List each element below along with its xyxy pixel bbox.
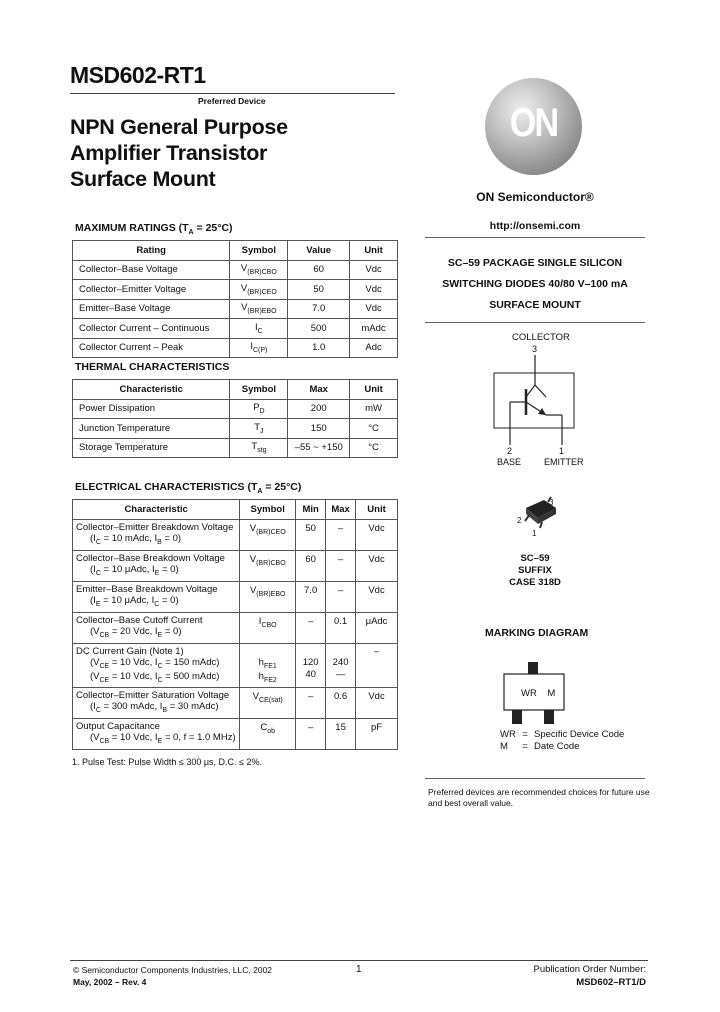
sc59-package-icon <box>520 494 560 530</box>
col-rating: Rating <box>73 241 230 261</box>
right-rule-2 <box>425 322 645 323</box>
header-rule <box>70 93 395 94</box>
table-row: Collector–Base Cutoff Current ($V_{CB} = 20$ Vdc, $I_E = 0$) $I_{CBO}$ – 0.1 μAdc <box>73 612 398 643</box>
col-unit: Unit <box>350 380 398 400</box>
table-row: Collector–Base Voltage $V_{(BR)CBO}$ 60 Vdc <box>73 260 398 280</box>
max-ratings-title: MAXIMUM RATINGS $(T_A = 25^\circ C)$ <box>75 222 233 237</box>
footer-rule <box>70 960 648 961</box>
table-header-row <box>73 241 398 261</box>
company-url[interactable]: http://onsemi.com <box>489 220 581 232</box>
table-row: Output Capacitance ($V_{CB} = 10$ Vdc, $I_E = 0$, f = 1.0 MHz) $C_{ob}$ – 15 pF <box>73 718 398 749</box>
electrical-table <box>72 499 398 750</box>
package-pin1: 1 <box>532 529 537 538</box>
pin3-label: 3 <box>532 344 538 354</box>
legend-row-m: M = Date Code <box>500 741 580 752</box>
company-name: ON Semiconductor® <box>476 190 594 204</box>
package-suffix: SUFFIX <box>518 565 552 576</box>
pin2-label: 2 <box>507 446 513 456</box>
col-characteristic: Characteristic <box>73 380 230 400</box>
logo-text: ON <box>509 101 558 145</box>
table-header-row <box>73 500 398 520</box>
marking-diagram-title: MARKING DIAGRAM <box>485 627 589 639</box>
package-pin3: 3 <box>549 498 554 507</box>
footer-date: May, 2002 – Rev. 4 <box>73 977 147 987</box>
table-row: Collector–Emitter Saturation Voltage ($I_C = 300$ mAdc, $I_B = 30$ mAdc) $V_{CE(sat)}$ – 0.6 Vdc <box>73 687 398 718</box>
package-name: SC–59 <box>520 553 550 564</box>
title-line-3: Surface Mount <box>70 167 216 191</box>
table-row: Collector–Base Breakdown Voltage ($I_C = 10$ μAdc, $I_E = 0$) $V_{(BR)CBO}$ 60 – Vdc <box>73 550 398 581</box>
document-title <box>70 114 288 192</box>
pulse-test-note: 1. Pulse Test: Pulse Width ≤ 300 μs, D.C. ≤ 2%. <box>72 757 262 767</box>
table-row: DC Current Gain (Note 1) ($V_{CE} = 10$ Vdc, $I_C = 150$ mAdc) ($V_{CE} = 10$ Vdc, $I_C = 500$ mAdc) $h_{FE1}$ $h_{FE2}$ 120 40 240 — – <box>73 643 398 687</box>
preferred-note: Preferred devices are recommended choices for future use and best overall value. <box>428 787 650 808</box>
col-min: Min <box>296 500 326 520</box>
package-desc-line-2: SWITCHING DIODES 40/80 V–100 mA <box>442 278 628 290</box>
footer-page: 1 <box>356 964 362 975</box>
collector-label: COLLECTOR <box>512 332 570 343</box>
table-row: Storage Temperature $T_{stg}$ –55 ~ +150 °C <box>73 438 398 458</box>
package-description <box>425 253 645 316</box>
thermal-table <box>72 379 398 458</box>
col-symbol: Symbol <box>230 380 288 400</box>
table-row: Collector–Emitter Breakdown Voltage ($I_C = 10$ mAdc, $I_B = 0$) $V_{(BR)CEO}$ 50 – Vdc <box>73 519 398 550</box>
pin1-label: 1 <box>559 446 565 456</box>
footer-copyright: © Semiconductor Components Industries, LLC, 2002 <box>73 965 273 975</box>
electrical-title: ELECTRICAL CHARACTERISTICS $(T_A = 25^\circ C)$ <box>75 481 302 496</box>
col-max: Max <box>326 500 356 520</box>
package-desc-line-1: SC–59 PACKAGE SINGLE SILICON <box>447 257 623 269</box>
right-rule-3 <box>425 778 645 779</box>
footer-order-label: Publication Order Number: <box>533 964 646 975</box>
col-characteristic: Characteristic <box>73 500 240 520</box>
part-number: MSD602-RT1 <box>70 62 206 88</box>
table-header-row <box>73 380 398 400</box>
marking-legend <box>500 729 624 753</box>
table-row: Collector Current – Continuous $I_C$ 500 mAdc <box>73 319 398 339</box>
package-pin2: 2 <box>517 516 522 525</box>
title-line-2: Amplifier Transistor <box>70 141 268 165</box>
table-row: Collector–Emitter Voltage $V_{(BR)CEO}$ 50 Vdc <box>73 280 398 300</box>
table-row: Junction Temperature $T_J$ 150 °C <box>73 419 398 439</box>
thermal-title: THERMAL CHARACTERISTICS <box>75 361 230 373</box>
table-row: Power Dissipation $P_D$ 200 mW <box>73 399 398 419</box>
package-desc-line-3: SURFACE MOUNT <box>489 299 581 311</box>
col-symbol: Symbol <box>240 500 296 520</box>
max-ratings-table <box>72 240 398 358</box>
title-line-1: NPN General Purpose <box>70 115 288 139</box>
footer-order-number: MSD602–RT1/D <box>576 977 646 988</box>
col-max: Max <box>288 380 350 400</box>
table-row: Emitter–Base Breakdown Voltage ($I_E = 10$ μAdc, $I_C = 0$) $V_{(BR)EBO}$ 7.0 – Vdc <box>73 581 398 612</box>
transistor-schematic-icon <box>490 355 580 445</box>
package-info <box>485 553 585 589</box>
col-symbol: Symbol <box>230 241 288 261</box>
col-value: Value <box>288 241 350 261</box>
base-label: BASE <box>497 457 522 467</box>
right-rule-1 <box>425 237 645 238</box>
marking-code: WR M <box>521 688 556 699</box>
package-case: CASE 318D <box>509 577 561 588</box>
col-unit: Unit <box>350 241 398 261</box>
col-unit: Unit <box>356 500 398 520</box>
table-row: Collector Current – Peak $I_{C(P)}$ 1.0 Adc <box>73 338 398 358</box>
preferred-device-label: Preferred Device <box>198 96 266 106</box>
emitter-label: EMITTER <box>544 457 584 467</box>
table-row: Emitter–Base Voltage $V_{(BR)EBO}$ 7.0 Vdc <box>73 299 398 319</box>
legend-row-wr: WR = Specific Device Code <box>500 729 625 740</box>
